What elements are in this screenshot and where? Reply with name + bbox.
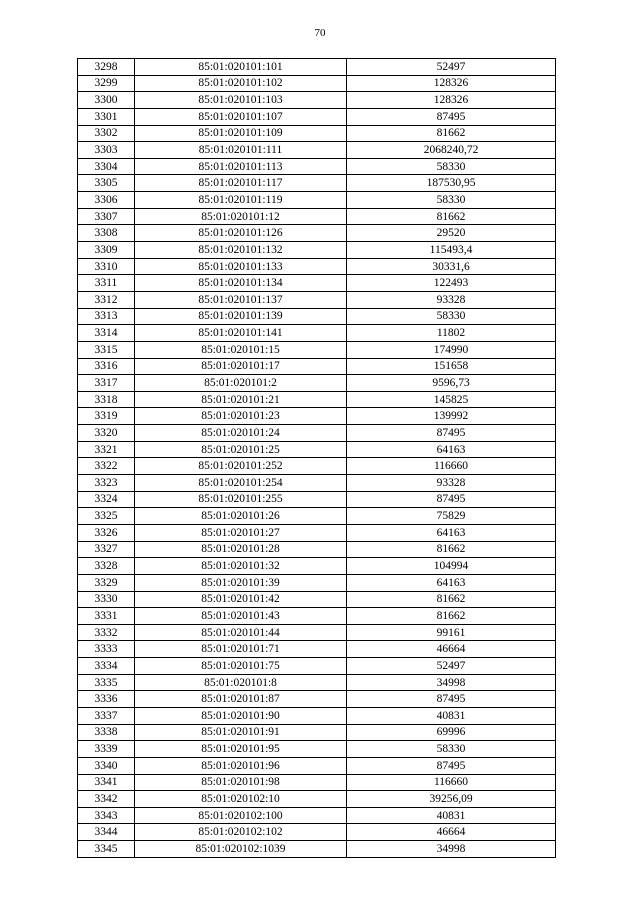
cadastral-number-cell: 85:01:020101:91 — [135, 724, 347, 741]
table-row — [78, 608, 556, 625]
row-number-cell: 3319 — [78, 408, 135, 425]
row-number-cell: 3313 — [78, 308, 135, 325]
table-row — [78, 192, 556, 209]
value-cell: 151658 — [347, 358, 556, 375]
row-number-cell: 3329 — [78, 574, 135, 591]
table-row — [78, 741, 556, 758]
cadastral-number-cell: 85:01:020101:103 — [135, 92, 347, 109]
row-number-cell: 3314 — [78, 325, 135, 342]
table-row — [78, 591, 556, 608]
value-cell: 69996 — [347, 724, 556, 741]
row-number-cell: 3334 — [78, 658, 135, 675]
table-row — [78, 92, 556, 109]
cadastral-number-cell: 85:01:020101:109 — [135, 125, 347, 142]
cadastral-number-cell: 85:01:020101:21 — [135, 391, 347, 408]
value-cell: 39256,09 — [347, 791, 556, 808]
cadastral-number-cell: 85:01:020101:133 — [135, 258, 347, 275]
value-cell: 87495 — [347, 425, 556, 442]
table-row — [78, 108, 556, 125]
row-number-cell: 3335 — [78, 674, 135, 691]
cadastral-number-cell: 85:01:020102:10 — [135, 791, 347, 808]
table-row — [78, 75, 556, 92]
row-number-cell: 3306 — [78, 192, 135, 209]
value-cell: 58330 — [347, 741, 556, 758]
row-number-cell: 3344 — [78, 824, 135, 841]
value-cell: 46664 — [347, 824, 556, 841]
value-cell: 81662 — [347, 208, 556, 225]
value-cell: 40831 — [347, 707, 556, 724]
row-number-cell: 3305 — [78, 175, 135, 192]
value-cell: 128326 — [347, 92, 556, 109]
table-body — [78, 59, 556, 858]
cadastral-number-cell: 85:01:020101:2 — [135, 375, 347, 392]
row-number-cell: 3333 — [78, 641, 135, 658]
cadastral-number-cell: 85:01:020101:15 — [135, 341, 347, 358]
cadastral-number-cell: 85:01:020101:43 — [135, 608, 347, 625]
value-cell: 187530,95 — [347, 175, 556, 192]
cadastral-number-cell: 85:01:020101:95 — [135, 741, 347, 758]
row-number-cell: 3332 — [78, 624, 135, 641]
row-number-cell: 3304 — [78, 158, 135, 175]
cadastral-number-cell: 85:01:020101:126 — [135, 225, 347, 242]
value-cell: 40831 — [347, 807, 556, 824]
cadastral-number-cell: 85:01:020101:27 — [135, 524, 347, 541]
value-cell: 64163 — [347, 524, 556, 541]
row-number-cell: 3308 — [78, 225, 135, 242]
row-number-cell: 3324 — [78, 491, 135, 508]
cadastral-number-cell: 85:01:020101:119 — [135, 192, 347, 209]
row-number-cell: 3309 — [78, 242, 135, 259]
table-row — [78, 824, 556, 841]
cadastral-number-cell: 85:01:020101:39 — [135, 574, 347, 591]
cadastral-number-cell: 85:01:020101:102 — [135, 75, 347, 92]
cadastral-number-cell: 85:01:020101:75 — [135, 658, 347, 675]
cadastral-number-cell: 85:01:020101:87 — [135, 691, 347, 708]
row-number-cell: 3331 — [78, 608, 135, 625]
value-cell: 116660 — [347, 774, 556, 791]
value-cell: 81662 — [347, 608, 556, 625]
table-row — [78, 707, 556, 724]
value-cell: 81662 — [347, 541, 556, 558]
table-row — [78, 791, 556, 808]
value-cell: 87495 — [347, 108, 556, 125]
value-cell: 115493,4 — [347, 242, 556, 259]
cadastral-number-cell: 85:01:020102:100 — [135, 807, 347, 824]
value-cell: 116660 — [347, 458, 556, 475]
table-row — [78, 341, 556, 358]
cadastral-number-cell: 85:01:020101:32 — [135, 558, 347, 575]
value-cell: 81662 — [347, 591, 556, 608]
value-cell: 174990 — [347, 341, 556, 358]
table-row — [78, 724, 556, 741]
table-row — [78, 458, 556, 475]
table-row — [78, 574, 556, 591]
value-cell: 99161 — [347, 624, 556, 641]
table-row — [78, 59, 556, 76]
row-number-cell: 3322 — [78, 458, 135, 475]
cadastral-number-cell: 85:01:020101:44 — [135, 624, 347, 641]
value-cell: 104994 — [347, 558, 556, 575]
table-row — [78, 391, 556, 408]
data-table — [77, 58, 556, 858]
row-number-cell: 3318 — [78, 391, 135, 408]
row-number-cell: 3343 — [78, 807, 135, 824]
row-number-cell: 3316 — [78, 358, 135, 375]
row-number-cell: 3312 — [78, 291, 135, 308]
row-number-cell: 3303 — [78, 142, 135, 159]
row-number-cell: 3330 — [78, 591, 135, 608]
row-number-cell: 3338 — [78, 724, 135, 741]
row-number-cell: 3320 — [78, 425, 135, 442]
value-cell: 87495 — [347, 691, 556, 708]
table-row — [78, 508, 556, 525]
cadastral-number-cell: 85:01:020101:107 — [135, 108, 347, 125]
value-cell: 139992 — [347, 408, 556, 425]
cadastral-number-cell: 85:01:020101:139 — [135, 308, 347, 325]
row-number-cell: 3301 — [78, 108, 135, 125]
value-cell: 145825 — [347, 391, 556, 408]
row-number-cell: 3326 — [78, 524, 135, 541]
row-number-cell: 3336 — [78, 691, 135, 708]
row-number-cell: 3317 — [78, 375, 135, 392]
table-row — [78, 524, 556, 541]
table-row — [78, 308, 556, 325]
cadastral-number-cell: 85:01:020101:28 — [135, 541, 347, 558]
table-row — [78, 225, 556, 242]
table-row — [78, 158, 556, 175]
table-row — [78, 258, 556, 275]
value-cell: 58330 — [347, 192, 556, 209]
table-row — [78, 291, 556, 308]
table-row — [78, 125, 556, 142]
cadastral-number-cell: 85:01:020101:113 — [135, 158, 347, 175]
row-number-cell: 3298 — [78, 59, 135, 76]
row-number-cell: 3339 — [78, 741, 135, 758]
cadastral-number-cell: 85:01:020101:98 — [135, 774, 347, 791]
value-cell: 34998 — [347, 841, 556, 858]
value-cell: 75829 — [347, 508, 556, 525]
row-number-cell: 3300 — [78, 92, 135, 109]
row-number-cell: 3342 — [78, 791, 135, 808]
row-number-cell: 3315 — [78, 341, 135, 358]
value-cell: 30331,6 — [347, 258, 556, 275]
table-row — [78, 375, 556, 392]
table-row — [78, 175, 556, 192]
cadastral-number-cell: 85:01:020101:25 — [135, 441, 347, 458]
cadastral-number-cell: 85:01:020101:12 — [135, 208, 347, 225]
cadastral-number-cell: 85:01:020101:252 — [135, 458, 347, 475]
value-cell: 52497 — [347, 658, 556, 675]
row-number-cell: 3302 — [78, 125, 135, 142]
table-row — [78, 325, 556, 342]
table-row — [78, 475, 556, 492]
table-row — [78, 275, 556, 292]
value-cell: 87495 — [347, 491, 556, 508]
value-cell: 2068240,72 — [347, 142, 556, 159]
row-number-cell: 3307 — [78, 208, 135, 225]
cadastral-number-cell: 85:01:020101:24 — [135, 425, 347, 442]
value-cell: 58330 — [347, 308, 556, 325]
cadastral-number-cell: 85:01:020101:23 — [135, 408, 347, 425]
cadastral-number-cell: 85:01:020101:111 — [135, 142, 347, 159]
cadastral-number-cell: 85:01:020101:71 — [135, 641, 347, 658]
table-row — [78, 408, 556, 425]
row-number-cell: 3321 — [78, 441, 135, 458]
value-cell: 52497 — [347, 59, 556, 76]
table-row — [78, 441, 556, 458]
value-cell: 128326 — [347, 75, 556, 92]
value-cell: 64163 — [347, 574, 556, 591]
value-cell: 9596,73 — [347, 375, 556, 392]
table-row — [78, 425, 556, 442]
row-number-cell: 3337 — [78, 707, 135, 724]
table-row — [78, 757, 556, 774]
cadastral-number-cell: 85:01:020101:134 — [135, 275, 347, 292]
cadastral-number-cell: 85:01:020101:26 — [135, 508, 347, 525]
table-row — [78, 208, 556, 225]
row-number-cell: 3325 — [78, 508, 135, 525]
value-cell: 122493 — [347, 275, 556, 292]
table-row — [78, 641, 556, 658]
cadastral-number-cell: 85:01:020101:117 — [135, 175, 347, 192]
cadastral-number-cell: 85:01:020101:90 — [135, 707, 347, 724]
table-row — [78, 674, 556, 691]
row-number-cell: 3310 — [78, 258, 135, 275]
cadastral-number-cell: 85:01:020101:137 — [135, 291, 347, 308]
table-row — [78, 774, 556, 791]
row-number-cell: 3341 — [78, 774, 135, 791]
value-cell: 46664 — [347, 641, 556, 658]
row-number-cell: 3340 — [78, 757, 135, 774]
cadastral-number-cell: 85:01:020102:1039 — [135, 841, 347, 858]
table-row — [78, 624, 556, 641]
row-number-cell: 3327 — [78, 541, 135, 558]
value-cell: 29520 — [347, 225, 556, 242]
cadastral-number-cell: 85:01:020101:141 — [135, 325, 347, 342]
cadastral-number-cell: 85:01:020101:17 — [135, 358, 347, 375]
value-cell: 81662 — [347, 125, 556, 142]
table-row — [78, 358, 556, 375]
cadastral-number-cell: 85:01:020101:8 — [135, 674, 347, 691]
cadastral-number-cell: 85:01:020101:101 — [135, 59, 347, 76]
table-row — [78, 142, 556, 159]
table-row — [78, 491, 556, 508]
row-number-cell: 3323 — [78, 475, 135, 492]
table-row — [78, 807, 556, 824]
value-cell: 87495 — [347, 757, 556, 774]
table-row — [78, 242, 556, 259]
value-cell: 93328 — [347, 475, 556, 492]
cadastral-number-cell: 85:01:020101:255 — [135, 491, 347, 508]
value-cell: 64163 — [347, 441, 556, 458]
cadastral-number-cell: 85:01:020101:132 — [135, 242, 347, 259]
table-row — [78, 541, 556, 558]
value-cell: 34998 — [347, 674, 556, 691]
row-number-cell: 3299 — [78, 75, 135, 92]
value-cell: 58330 — [347, 158, 556, 175]
page-number: 70 — [314, 27, 326, 39]
table-row — [78, 691, 556, 708]
value-cell: 93328 — [347, 291, 556, 308]
cadastral-number-cell: 85:01:020101:96 — [135, 757, 347, 774]
cadastral-number-cell: 85:01:020101:42 — [135, 591, 347, 608]
cadastral-number-cell: 85:01:020102:102 — [135, 824, 347, 841]
cadastral-number-cell: 85:01:020101:254 — [135, 475, 347, 492]
row-number-cell: 3311 — [78, 275, 135, 292]
table-row — [78, 658, 556, 675]
row-number-cell: 3328 — [78, 558, 135, 575]
table-row — [78, 841, 556, 858]
value-cell: 11802 — [347, 325, 556, 342]
row-number-cell: 3345 — [78, 841, 135, 858]
table-row — [78, 558, 556, 575]
